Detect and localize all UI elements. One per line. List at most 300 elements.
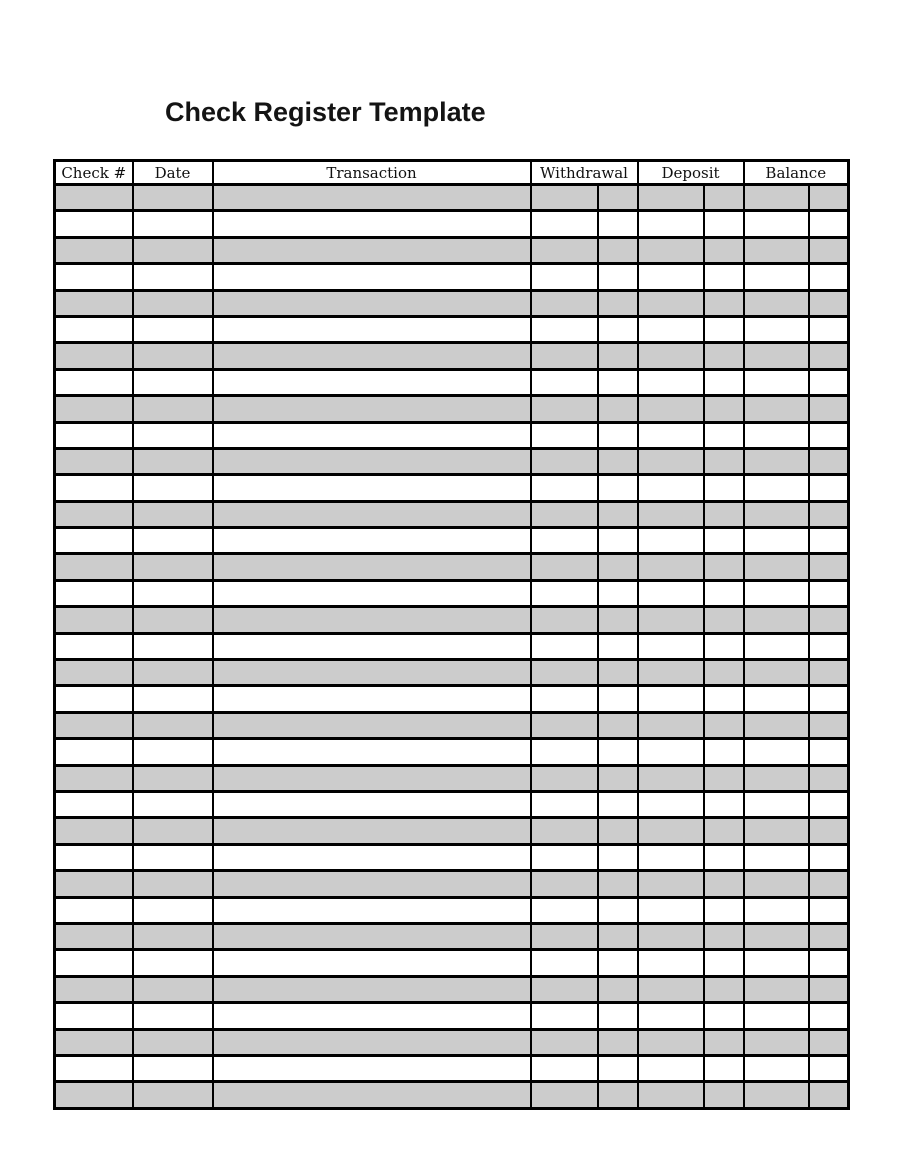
register-row bbox=[55, 1055, 849, 1081]
page-title: Check Register Template bbox=[165, 97, 486, 127]
register-cell bbox=[809, 290, 849, 316]
register-cell bbox=[638, 633, 704, 659]
register-cell bbox=[531, 501, 598, 527]
register-cell bbox=[213, 290, 531, 316]
register-cell bbox=[55, 1029, 133, 1055]
register-cell bbox=[531, 1003, 598, 1029]
register-cell bbox=[133, 290, 213, 316]
register-cell bbox=[809, 343, 849, 369]
register-cell bbox=[531, 475, 598, 501]
register-cell bbox=[531, 448, 598, 474]
register-cell bbox=[809, 185, 849, 211]
register-row bbox=[55, 396, 849, 422]
register-cell bbox=[744, 607, 809, 633]
register-cell bbox=[213, 1055, 531, 1081]
register-row bbox=[55, 791, 849, 817]
register-cell bbox=[531, 369, 598, 395]
register-cell bbox=[809, 607, 849, 633]
register-cell bbox=[213, 211, 531, 237]
register-cell bbox=[531, 607, 598, 633]
register-cell bbox=[55, 1003, 133, 1029]
register-cell bbox=[598, 580, 638, 606]
register-cell bbox=[598, 528, 638, 554]
register-cell bbox=[213, 343, 531, 369]
register-cell bbox=[531, 343, 598, 369]
register-row bbox=[55, 897, 849, 923]
register-cell bbox=[133, 237, 213, 263]
register-cell bbox=[744, 554, 809, 580]
register-cell bbox=[133, 871, 213, 897]
register-row bbox=[55, 422, 849, 448]
register-cell bbox=[598, 712, 638, 738]
register-cell bbox=[531, 712, 598, 738]
register-cell bbox=[638, 844, 704, 870]
register-row bbox=[55, 686, 849, 712]
register-cell bbox=[744, 422, 809, 448]
register-cell bbox=[213, 633, 531, 659]
register-cell bbox=[133, 264, 213, 290]
register-cell bbox=[704, 844, 744, 870]
register-cell bbox=[598, 369, 638, 395]
register-cell bbox=[638, 607, 704, 633]
register-cell bbox=[55, 660, 133, 686]
register-cell bbox=[704, 950, 744, 976]
register-row bbox=[55, 739, 849, 765]
register-row bbox=[55, 448, 849, 474]
register-cell bbox=[704, 554, 744, 580]
register-cell bbox=[638, 1003, 704, 1029]
register-cell bbox=[55, 211, 133, 237]
register-cell bbox=[809, 1003, 849, 1029]
register-row bbox=[55, 844, 849, 870]
register-cell bbox=[744, 950, 809, 976]
register-cell bbox=[598, 316, 638, 342]
column-header-date: Date bbox=[133, 161, 213, 185]
register-cell bbox=[744, 290, 809, 316]
register-cell bbox=[133, 818, 213, 844]
register-cell bbox=[598, 844, 638, 870]
register-cell bbox=[638, 1055, 704, 1081]
column-header-check-number: Check # bbox=[55, 161, 133, 185]
register-cell bbox=[55, 712, 133, 738]
register-cell bbox=[598, 871, 638, 897]
register-cell bbox=[809, 976, 849, 1002]
register-row bbox=[55, 528, 849, 554]
register-cell bbox=[133, 976, 213, 1002]
header-row bbox=[55, 161, 849, 185]
register-cell bbox=[531, 976, 598, 1002]
register-cell bbox=[133, 185, 213, 211]
register-cell bbox=[133, 1055, 213, 1081]
register-cell bbox=[598, 686, 638, 712]
register-cell bbox=[531, 528, 598, 554]
register-cell bbox=[133, 686, 213, 712]
register-cell bbox=[598, 739, 638, 765]
register-cell bbox=[638, 1029, 704, 1055]
register-row bbox=[55, 316, 849, 342]
register-cell bbox=[133, 765, 213, 791]
register-cell bbox=[809, 1055, 849, 1081]
register-row bbox=[55, 369, 849, 395]
column-header-transaction: Transaction bbox=[213, 161, 531, 185]
register-cell bbox=[598, 633, 638, 659]
register-cell bbox=[55, 976, 133, 1002]
register-cell bbox=[55, 501, 133, 527]
register-cell bbox=[133, 1003, 213, 1029]
register-cell bbox=[744, 660, 809, 686]
register-cell bbox=[531, 237, 598, 263]
register-cell bbox=[744, 528, 809, 554]
register-cell bbox=[55, 185, 133, 211]
register-cell bbox=[704, 1003, 744, 1029]
register-cell bbox=[638, 897, 704, 923]
register-row bbox=[55, 818, 849, 844]
register-row bbox=[55, 211, 849, 237]
register-cell bbox=[213, 897, 531, 923]
register-cell bbox=[531, 290, 598, 316]
register-cell bbox=[133, 369, 213, 395]
register-cell bbox=[809, 528, 849, 554]
register-cell bbox=[744, 818, 809, 844]
register-cell bbox=[213, 237, 531, 263]
register-cell bbox=[809, 580, 849, 606]
register-cell bbox=[809, 369, 849, 395]
register-cell bbox=[133, 343, 213, 369]
register-cell bbox=[638, 871, 704, 897]
register-cell bbox=[531, 739, 598, 765]
register-cell bbox=[704, 871, 744, 897]
register-cell bbox=[744, 976, 809, 1002]
register-row bbox=[55, 923, 849, 949]
register-cell bbox=[531, 818, 598, 844]
register-cell bbox=[213, 791, 531, 817]
register-cell bbox=[55, 554, 133, 580]
register-cell bbox=[598, 976, 638, 1002]
register-cell bbox=[638, 923, 704, 949]
register-cell bbox=[531, 633, 598, 659]
register-cell bbox=[55, 686, 133, 712]
register-cell bbox=[638, 1082, 704, 1108]
register-cell bbox=[704, 712, 744, 738]
register-cell bbox=[809, 791, 849, 817]
register-cell bbox=[638, 739, 704, 765]
register-cell bbox=[133, 950, 213, 976]
register-cell bbox=[704, 211, 744, 237]
register-cell bbox=[638, 976, 704, 1002]
register-cell bbox=[598, 607, 638, 633]
register-cell bbox=[55, 448, 133, 474]
register-cell bbox=[809, 422, 849, 448]
register-cell bbox=[213, 580, 531, 606]
register-cell bbox=[598, 475, 638, 501]
register-cell bbox=[704, 343, 744, 369]
register-cell bbox=[704, 1055, 744, 1081]
register-cell bbox=[704, 316, 744, 342]
register-cell bbox=[213, 448, 531, 474]
register-cell bbox=[133, 448, 213, 474]
register-cell bbox=[744, 448, 809, 474]
register-cell bbox=[598, 923, 638, 949]
register-cell bbox=[213, 316, 531, 342]
register-cell bbox=[531, 923, 598, 949]
column-header-balance: Balance bbox=[744, 161, 849, 185]
register-cell bbox=[598, 264, 638, 290]
register-cell bbox=[133, 554, 213, 580]
register-cell bbox=[704, 369, 744, 395]
register-cell bbox=[531, 660, 598, 686]
register-cell bbox=[55, 791, 133, 817]
register-cell bbox=[55, 343, 133, 369]
register-cell bbox=[638, 475, 704, 501]
register-cell bbox=[55, 1055, 133, 1081]
register-cell bbox=[133, 396, 213, 422]
register-cell bbox=[809, 475, 849, 501]
register-cell bbox=[213, 765, 531, 791]
register-cell bbox=[133, 844, 213, 870]
register-cell bbox=[213, 369, 531, 395]
register-cell bbox=[704, 976, 744, 1002]
register-cell bbox=[638, 237, 704, 263]
register-cell bbox=[55, 923, 133, 949]
register-cell bbox=[598, 396, 638, 422]
register-cell bbox=[744, 369, 809, 395]
register-cell bbox=[133, 607, 213, 633]
register-cell bbox=[598, 422, 638, 448]
register-cell bbox=[744, 237, 809, 263]
register-cell bbox=[55, 475, 133, 501]
register-cell bbox=[55, 818, 133, 844]
register-cell bbox=[744, 1055, 809, 1081]
register-cell bbox=[704, 686, 744, 712]
register-cell bbox=[638, 501, 704, 527]
register-cell bbox=[55, 237, 133, 263]
register-cell bbox=[531, 264, 598, 290]
register-cell bbox=[809, 712, 849, 738]
register-cell bbox=[744, 633, 809, 659]
register-cell bbox=[744, 185, 809, 211]
register-cell bbox=[133, 475, 213, 501]
register-cell bbox=[744, 475, 809, 501]
register-cell bbox=[704, 765, 744, 791]
register-cell bbox=[704, 633, 744, 659]
register-cell bbox=[704, 818, 744, 844]
register-cell bbox=[133, 528, 213, 554]
register-row bbox=[55, 554, 849, 580]
register-cell bbox=[704, 1082, 744, 1108]
register-cell bbox=[809, 264, 849, 290]
register-cell bbox=[213, 871, 531, 897]
register-cell bbox=[531, 422, 598, 448]
register-row bbox=[55, 580, 849, 606]
register-cell bbox=[213, 712, 531, 738]
register-cell bbox=[213, 1029, 531, 1055]
register-cell bbox=[598, 1003, 638, 1029]
register-cell bbox=[55, 633, 133, 659]
register-cell bbox=[531, 765, 598, 791]
register-cell bbox=[55, 580, 133, 606]
register-cell bbox=[213, 950, 531, 976]
register-cell bbox=[704, 422, 744, 448]
register-cell bbox=[744, 580, 809, 606]
register-cell bbox=[531, 211, 598, 237]
register-cell bbox=[809, 316, 849, 342]
register-cell bbox=[744, 343, 809, 369]
register-cell bbox=[638, 580, 704, 606]
register-cell bbox=[638, 264, 704, 290]
register-cell bbox=[213, 396, 531, 422]
register-row bbox=[55, 264, 849, 290]
register-cell bbox=[744, 791, 809, 817]
register-cell bbox=[55, 290, 133, 316]
register-cell bbox=[744, 211, 809, 237]
register-row bbox=[55, 765, 849, 791]
register-cell bbox=[133, 739, 213, 765]
register-cell bbox=[744, 396, 809, 422]
register-cell bbox=[638, 791, 704, 817]
register-cell bbox=[133, 316, 213, 342]
register-cell bbox=[213, 1003, 531, 1029]
register-cell bbox=[55, 607, 133, 633]
register-row bbox=[55, 871, 849, 897]
register-cell bbox=[809, 950, 849, 976]
register-cell bbox=[55, 871, 133, 897]
register-cell bbox=[809, 897, 849, 923]
register-cell bbox=[704, 185, 744, 211]
register-cell bbox=[213, 660, 531, 686]
register-cell bbox=[809, 660, 849, 686]
register-cell bbox=[598, 1055, 638, 1081]
register-cell bbox=[598, 1082, 638, 1108]
register-cell bbox=[213, 607, 531, 633]
register-cell bbox=[55, 264, 133, 290]
register-cell bbox=[744, 844, 809, 870]
register-cell bbox=[55, 844, 133, 870]
register-cell bbox=[638, 686, 704, 712]
register-cell bbox=[133, 1082, 213, 1108]
register-cell bbox=[809, 1029, 849, 1055]
register-cell bbox=[809, 633, 849, 659]
register-cell bbox=[704, 448, 744, 474]
register-cell bbox=[744, 923, 809, 949]
register-cell bbox=[598, 765, 638, 791]
register-cell bbox=[213, 422, 531, 448]
register-cell bbox=[744, 686, 809, 712]
register-cell bbox=[133, 660, 213, 686]
check-register-table bbox=[53, 159, 850, 1110]
register-cell bbox=[598, 818, 638, 844]
register-cell bbox=[133, 633, 213, 659]
register-cell bbox=[704, 264, 744, 290]
register-cell bbox=[531, 897, 598, 923]
register-cell bbox=[213, 185, 531, 211]
register-cell bbox=[809, 1082, 849, 1108]
register-row bbox=[55, 343, 849, 369]
register-cell bbox=[809, 686, 849, 712]
register-cell bbox=[704, 897, 744, 923]
register-cell bbox=[55, 528, 133, 554]
register-cell bbox=[744, 897, 809, 923]
register-cell bbox=[638, 554, 704, 580]
register-cell bbox=[744, 1003, 809, 1029]
register-cell bbox=[744, 765, 809, 791]
register-cell bbox=[809, 739, 849, 765]
table-header bbox=[55, 161, 849, 185]
register-cell bbox=[531, 686, 598, 712]
register-cell bbox=[638, 343, 704, 369]
register-cell bbox=[638, 528, 704, 554]
register-row bbox=[55, 950, 849, 976]
register-cell bbox=[531, 844, 598, 870]
register-cell bbox=[531, 950, 598, 976]
register-cell bbox=[213, 475, 531, 501]
register-cell bbox=[598, 897, 638, 923]
register-cell bbox=[598, 185, 638, 211]
register-cell bbox=[133, 501, 213, 527]
register-cell bbox=[133, 712, 213, 738]
register-cell bbox=[213, 686, 531, 712]
register-cell bbox=[704, 1029, 744, 1055]
register-cell bbox=[598, 448, 638, 474]
register-cell bbox=[638, 448, 704, 474]
register-cell bbox=[598, 343, 638, 369]
register-cell bbox=[704, 528, 744, 554]
register-cell bbox=[55, 950, 133, 976]
register-cell bbox=[531, 1029, 598, 1055]
register-cell bbox=[55, 369, 133, 395]
register-cell bbox=[638, 369, 704, 395]
register-cell bbox=[744, 871, 809, 897]
register-cell bbox=[638, 316, 704, 342]
register-cell bbox=[744, 739, 809, 765]
register-cell bbox=[531, 316, 598, 342]
register-cell bbox=[638, 211, 704, 237]
register-cell bbox=[55, 396, 133, 422]
register-row bbox=[55, 660, 849, 686]
register-cell bbox=[638, 396, 704, 422]
register-cell bbox=[744, 501, 809, 527]
register-cell bbox=[213, 554, 531, 580]
register-cell bbox=[744, 1082, 809, 1108]
register-cell bbox=[133, 923, 213, 949]
register-row bbox=[55, 1029, 849, 1055]
register-cell bbox=[744, 1029, 809, 1055]
register-cell bbox=[598, 211, 638, 237]
register-cell bbox=[809, 765, 849, 791]
register-cell bbox=[531, 1082, 598, 1108]
register-cell bbox=[598, 501, 638, 527]
register-cell bbox=[531, 185, 598, 211]
register-cell bbox=[531, 396, 598, 422]
register-cell bbox=[598, 791, 638, 817]
table-body bbox=[55, 185, 849, 1109]
register-cell bbox=[704, 501, 744, 527]
register-cell bbox=[598, 237, 638, 263]
register-cell bbox=[133, 791, 213, 817]
register-cell bbox=[704, 475, 744, 501]
register-cell bbox=[744, 316, 809, 342]
register-cell bbox=[531, 1055, 598, 1081]
register-row bbox=[55, 633, 849, 659]
register-row bbox=[55, 290, 849, 316]
register-cell bbox=[598, 950, 638, 976]
register-row bbox=[55, 501, 849, 527]
register-cell bbox=[744, 712, 809, 738]
register-row bbox=[55, 712, 849, 738]
register-cell bbox=[638, 950, 704, 976]
register-cell bbox=[598, 1029, 638, 1055]
register-cell bbox=[55, 739, 133, 765]
register-cell bbox=[704, 237, 744, 263]
